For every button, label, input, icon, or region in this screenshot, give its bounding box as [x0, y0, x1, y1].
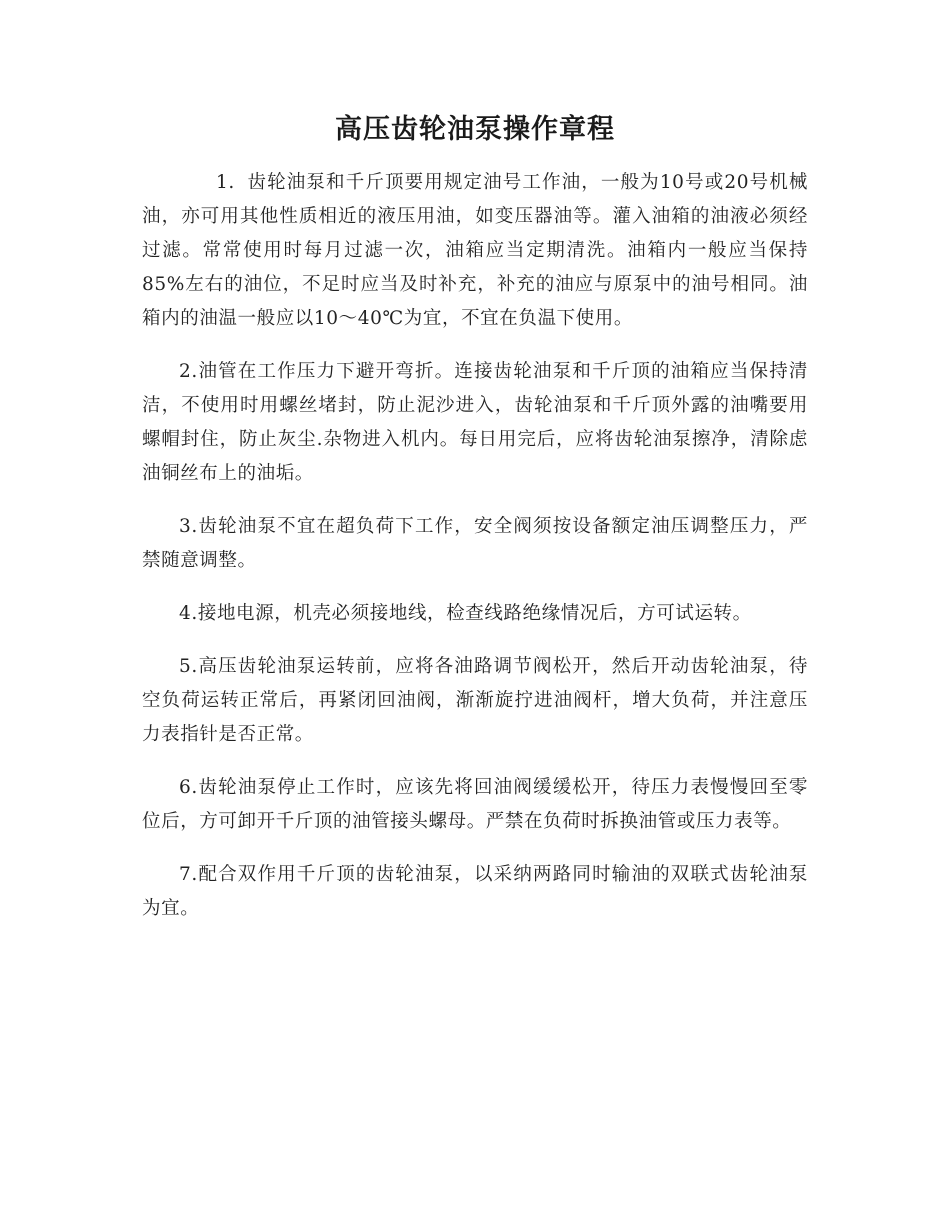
paragraph-7	[142, 858, 808, 926]
paragraph-text: 油管在工作压力下避开弯折。连接齿轮油泵和千斤顶的油箱应当保持清洁，不使用时用螺丝堵封，防止泥沙进入，齿轮油泵和千斤顶外露的油嘴要用螺帽封住，防止灰尘.杂物进入机内。每日用完后，应将齿轮油泵擦净，清除虑油铜丝布上的油垢。	[142, 361, 808, 484]
paragraph-number: 2.	[179, 361, 198, 382]
paragraph-text: 齿轮油泵和千斤顶要用规定油号工作油，一般为10号或20号机械油，亦可用其他性质相近的液压用油，如变压器油等。灌入油箱的油液必须经过滤。常常使用时每月过滤一次，油箱应当定期清洗。油箱内一般应当保持85%左右的油位，不足时应当及时补充，补充的油应与原泵中的油号相同。油箱内的油温一般应以10～40℃为宜，不宜在负温下使用。	[142, 172, 808, 329]
paragraph-text: 齿轮油泵不宜在超负荷下工作，安全阀须按设备额定油压调整压力，严禁随意调整。	[142, 516, 808, 571]
paragraph-number: 7.	[179, 864, 198, 885]
paragraph-6	[142, 771, 808, 839]
paragraph-1	[142, 166, 808, 336]
paragraph-number: 6.	[179, 777, 198, 798]
paragraph-text: 配合双作用千斤顶的齿轮油泵，以采纳两路同时输油的双联式齿轮油泵为宜。	[142, 864, 808, 919]
document-title: 高压齿轮油泵操作章程	[335, 114, 615, 145]
paragraph-3	[142, 510, 808, 578]
paragraph-2	[142, 355, 808, 491]
paragraph-5	[142, 650, 808, 752]
paragraph-number: 1.	[216, 172, 235, 193]
paragraph-number: 3.	[179, 516, 198, 537]
document-body	[142, 166, 808, 945]
paragraph-text: 接地电源，机壳必须接地线，检查线路绝缘情况后，方可试运转。	[197, 603, 752, 624]
paragraph-number: 4.	[179, 603, 198, 624]
paragraph-text: 齿轮油泵停止工作时，应该先将回油阀缓缓松开，待压力表慢慢回至零位后，方可卸开千斤顶的油管接头螺母。严禁在负荷时拆换油管或压力表等。	[142, 777, 808, 832]
paragraph-number: 5.	[179, 656, 198, 677]
paragraph-text: 高压齿轮油泵运转前，应将各油路调节阀松开，然后开动齿轮油泵，待空负荷运转正常后，再紧闭回油阀，渐渐旋拧进油阀杆，增大负荷，并注意压力表指针是否正常。	[142, 656, 808, 745]
paragraph-4	[142, 597, 808, 631]
